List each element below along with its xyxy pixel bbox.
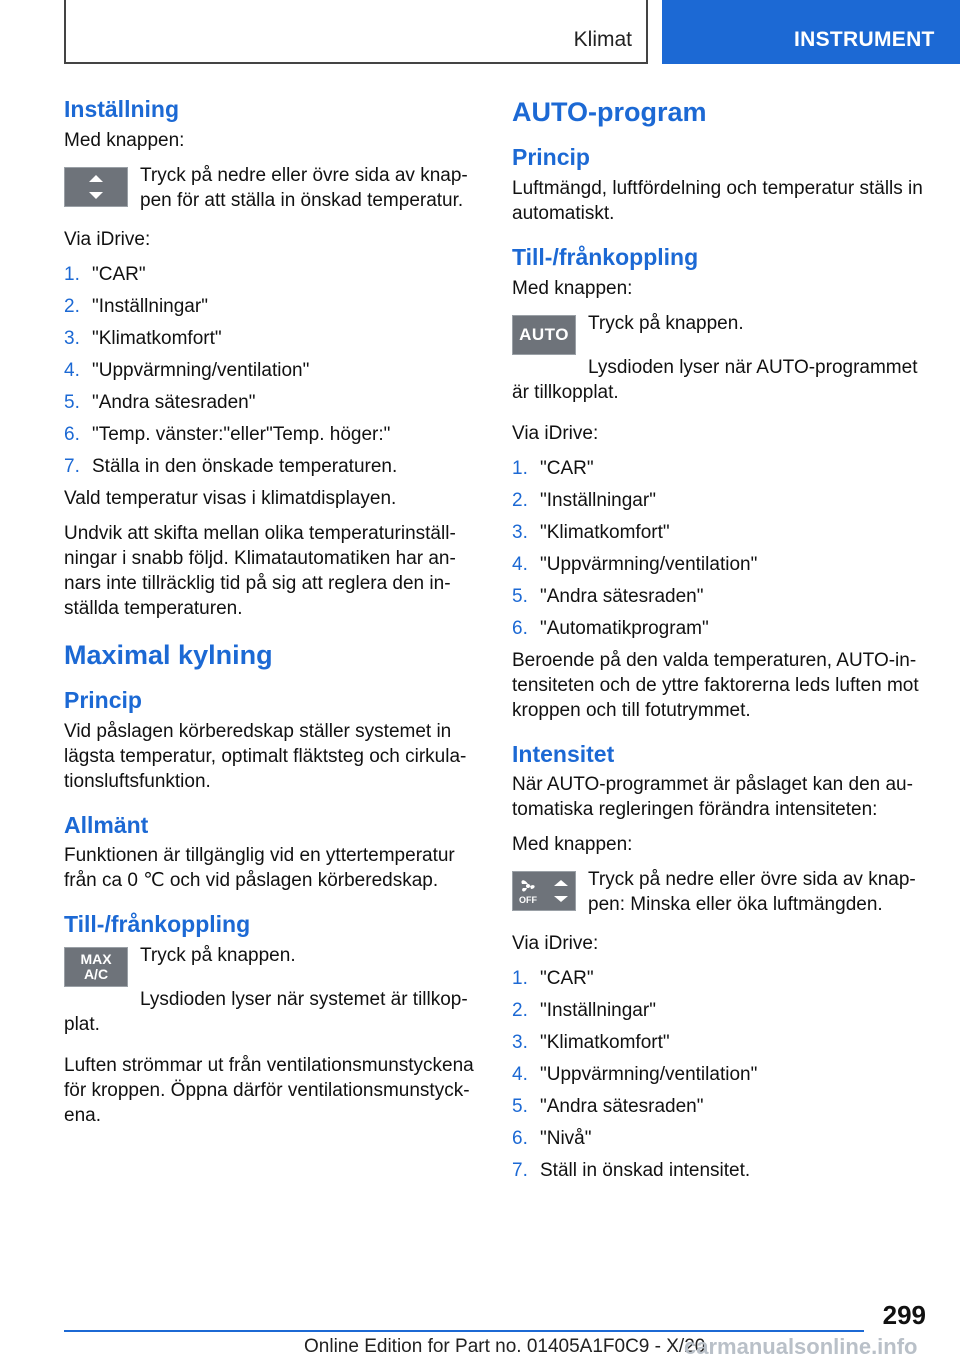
- list-item: 4. "Uppvärmning/ventilation": [64, 359, 310, 381]
- list-item: 6. "Nivå": [512, 1128, 592, 1150]
- heading-auto-till-frankoppling: Till-/frånkoppling: [512, 243, 699, 270]
- heading-installning: Inställning: [64, 96, 179, 122]
- list-item: 6. "Automatikprogram": [512, 617, 709, 639]
- fan-button-row: [512, 867, 930, 917]
- heading-allmant: Allmänt: [64, 811, 149, 838]
- list-item: 6. "Temp. vänster:"eller"Temp. höger:": [64, 423, 391, 445]
- list-item: 7. Ställa in den önskade temperaturen.: [64, 455, 398, 477]
- heading-princip: Princip: [64, 686, 142, 713]
- auto-intro: Med knappen:: [512, 277, 633, 299]
- fan-icon: [518, 877, 538, 895]
- intensitet-via: Via iDrive:: [512, 933, 599, 955]
- list-item: 2. "Inställningar": [512, 1000, 656, 1022]
- list-item: 1. "CAR": [512, 968, 594, 990]
- fan-button-text: Tryck på nedre eller övre sida av knappen: Minska eller öka luftmängden.: [588, 869, 916, 916]
- intensitet-intro: Med knappen:: [512, 834, 633, 856]
- heading-maximal-kylning: Maximal kylning: [64, 639, 273, 670]
- list-item: 5. "Andra sätesraden": [64, 391, 256, 413]
- intensitet-steps: [512, 966, 930, 1183]
- list-item: 2. "Inställningar": [64, 295, 208, 317]
- max-ac-press: Tryck på knappen.: [140, 944, 296, 966]
- header-section-box: [64, 0, 648, 64]
- list-item: 1. "CAR": [64, 263, 146, 285]
- footer-divider: [64, 1330, 864, 1332]
- installning-p1: Vald temperatur visas i klimatdisplayen.: [64, 487, 397, 509]
- list-item: 3. "Klimatkomfort": [512, 521, 670, 543]
- right-column: [512, 96, 930, 1190]
- auto-led: Lysdioden lyser när AUTO-programmet är tillkopplat.: [512, 356, 918, 403]
- list-item: 4. "Uppvärmning/ventilation": [512, 553, 758, 575]
- footer-watermark: carmanualsonline.info: [684, 1334, 918, 1359]
- temp-button-row: [64, 163, 482, 213]
- intensitet-text: När AUTO-programmet är påslaget kan den automatiska regleringen förändra intensiteten:: [512, 774, 913, 821]
- princip-text: Vid påslagen körberedskap ställer systemet in lägsta temperatur, optimalt fläktsteg och cirkulationsluftsfunktion.: [64, 720, 467, 792]
- max-ac-led: Lysdioden lyser när systemet är tillkopplat.: [64, 988, 468, 1035]
- allmant-text: Funktionen är tillgänglig vid en yttertemperatur från ca 0 ℃ och vid påslagen körberedskap.: [64, 845, 455, 892]
- heading-intensitet: Intensitet: [512, 740, 615, 767]
- list-item: 4. "Uppvärmning/ventilation": [512, 1064, 758, 1086]
- list-item: 3. "Klimatkomfort": [512, 1032, 670, 1054]
- header-section-title: Klimat: [573, 28, 632, 51]
- page-number: 299: [882, 1300, 926, 1330]
- left-column: [64, 96, 482, 1138]
- auto-via: Via iDrive:: [512, 422, 599, 444]
- auto-princip-text: Luftmängd, luftfördelning och temperatur ställs in automatiskt.: [512, 177, 923, 224]
- installning-p2: Undvik att skifta mellan olika temperaturinställningar i snabb följd. Klimatautomatiken har annars inte tillräcklig tid på sig att reglera den inställda temperaturen.: [64, 522, 456, 619]
- max-ac-air: Luften strömmar ut från ventilationsmunstyckena för kroppen. Öppna därför ventilationsmunstyckena.: [64, 1054, 474, 1126]
- list-item: 1. "CAR": [512, 457, 594, 479]
- auto-note: Beroende på den valda temperaturen, AUTO-intensiteten och de yttre faktorerna leds luften mot kroppen och till fotutrymmet.: [512, 649, 919, 721]
- max-ac-icon: MAX A/C: [64, 947, 128, 987]
- temp-button-text: Tryck på nedre eller övre sida av knappen för att ställa in önskad temperatur.: [140, 164, 468, 211]
- list-item: 2. "Inställningar": [512, 489, 656, 511]
- auto-steps: [512, 456, 930, 641]
- heading-auto-program: AUTO-program: [512, 97, 707, 127]
- installning-intro: Med knappen:: [64, 129, 185, 151]
- list-item: 7. Ställ in önskad intensitet.: [512, 1160, 751, 1182]
- header-chapter-tab[interactable]: INSTRUMENT: [662, 0, 960, 64]
- auto-press: Tryck på knappen.: [588, 312, 744, 334]
- list-item: 3. "Klimatkomfort": [64, 327, 222, 349]
- footer-edition: Online Edition for Part no. 01405A1F0C9 - X/20: [304, 1336, 706, 1357]
- list-item: 5. "Andra sätesraden": [512, 1096, 704, 1118]
- max-ac-button-row: [64, 943, 482, 983]
- heading-till-frankoppling: Till-/frånkoppling: [64, 911, 251, 938]
- fan-speed-icon: OFF: [512, 871, 576, 911]
- auto-button-row: [512, 311, 930, 351]
- temperature-rocker-icon: [64, 167, 128, 207]
- rocker-arrows-icon: [552, 877, 570, 905]
- installning-steps: [64, 262, 482, 479]
- auto-icon: AUTO: [512, 315, 576, 355]
- installning-via: Via iDrive:: [64, 228, 151, 250]
- heading-auto-princip: Princip: [512, 144, 590, 171]
- list-item: 5. "Andra sätesraden": [512, 585, 704, 607]
